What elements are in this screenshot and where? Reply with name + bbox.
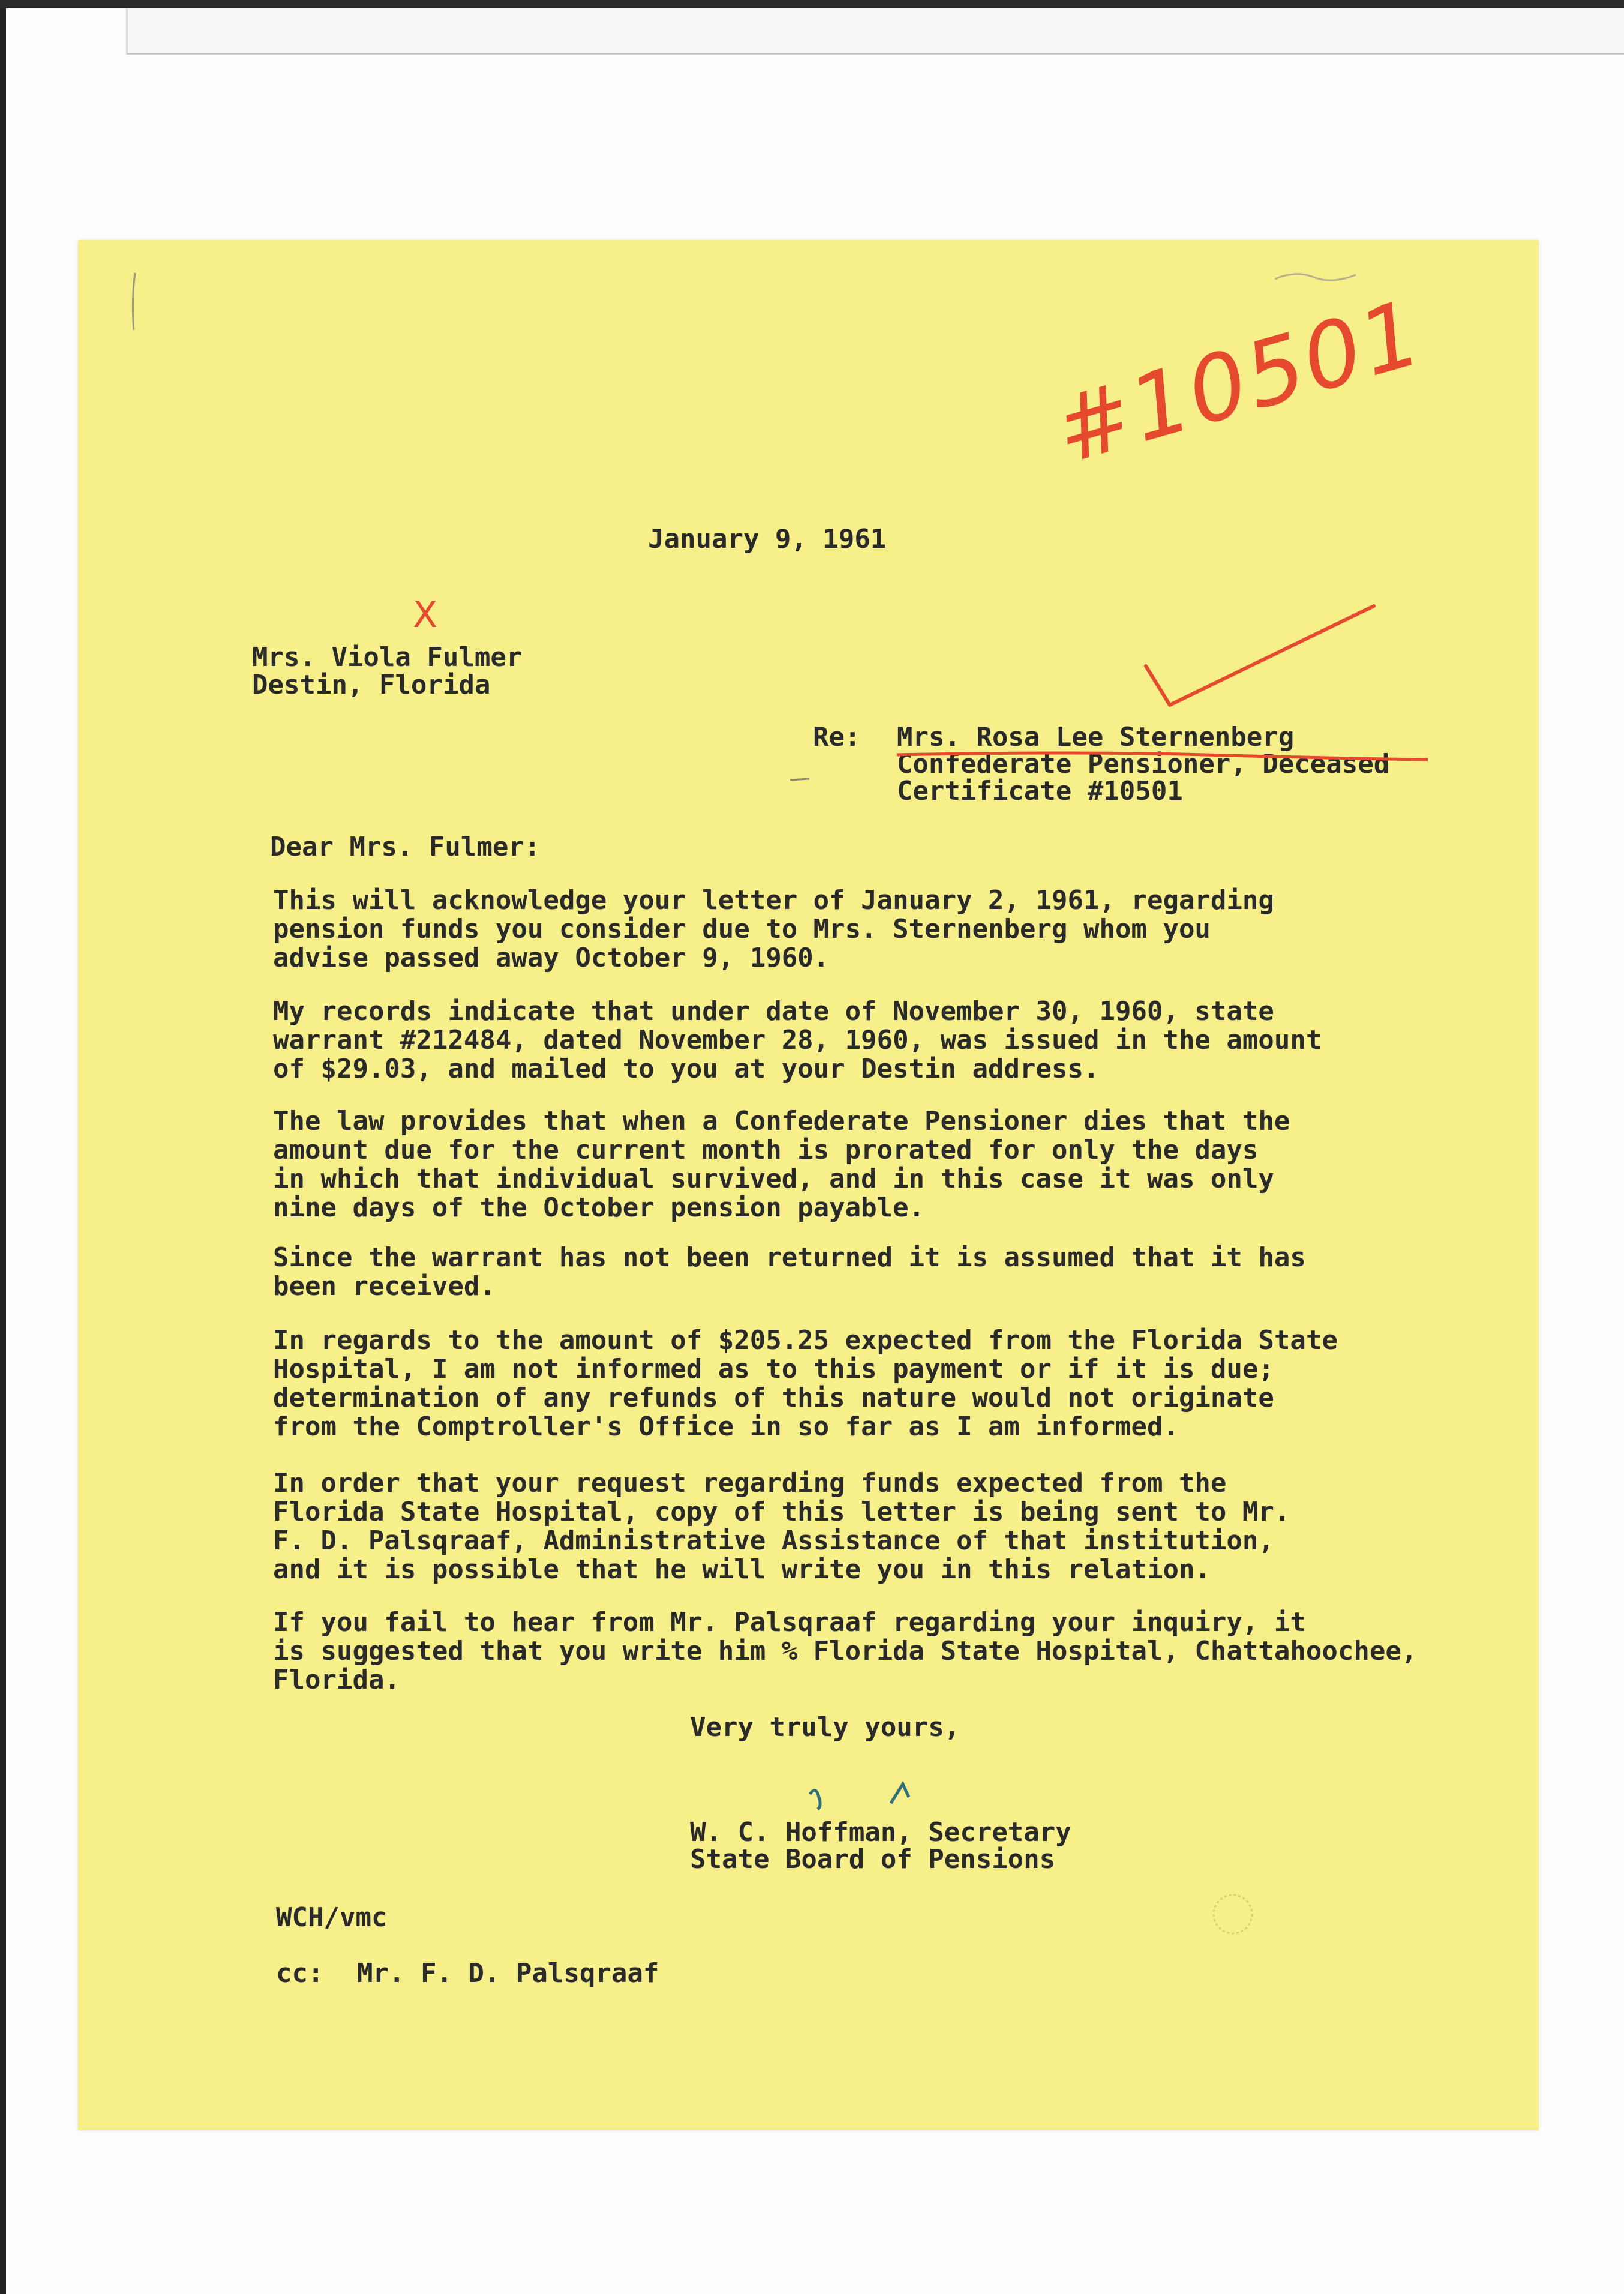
signature-ink-marks <box>801 1779 933 1821</box>
typist-initials: WCH/vmc <box>276 1902 388 1933</box>
body-paragraph-3 <box>273 1107 1290 1222</box>
body-line: nine days of the October pension payable. <box>273 1192 925 1223</box>
recipient-name: Mrs. Viola Fulmer <box>252 642 523 673</box>
body-line: Florida State Hospital, copy of this letter is being sent to Mr. <box>273 1497 1290 1527</box>
letter-date: January 9, 1961 <box>648 524 887 554</box>
body-line: Hospital, I am not informed as to this payment or if it is due; <box>273 1354 1274 1384</box>
re-certificate: Certificate #10501 <box>897 776 1183 806</box>
signer-title: State Board of Pensions <box>690 1844 1056 1875</box>
cc-recipient: Mr. F. D. Palsqraaf <box>357 1958 659 1989</box>
scan-top-edge <box>0 0 1624 8</box>
body-paragraph-7 <box>273 1608 1417 1695</box>
body-paragraph-4 <box>273 1243 1306 1301</box>
recipient-city: Destin, Florida <box>252 670 491 700</box>
body-line: and it is possible that he will write you in this relation. <box>273 1554 1211 1585</box>
pencil-mark <box>123 270 147 336</box>
body-line: The law provides that when a Confederate Pensioner dies that the <box>273 1106 1290 1136</box>
handwritten-x-mark: X <box>413 594 438 636</box>
complimentary-close: Very truly yours, <box>690 1712 960 1743</box>
body-line: advise passed away October 9, 1960. <box>273 943 830 973</box>
salutation: Dear Mrs. Fulmer: <box>270 832 541 862</box>
re-deceased-name: Mrs. Rosa Lee Sternenberg <box>897 722 1295 752</box>
handwritten-certificate-number: #10501 <box>1044 280 1434 485</box>
re-pensioner-status: Confederate Pensioner, Deceased <box>897 749 1390 779</box>
paper-smudge <box>1206 1890 1260 1938</box>
body-line: from the Comptroller's Office in so far as I am informed. <box>273 1411 1179 1442</box>
body-line: In regards to the amount of $205.25 expected from the Florida State <box>273 1325 1338 1356</box>
body-line: If you fail to hear from Mr. Palsqraaf regarding your inquiry, it <box>273 1607 1306 1638</box>
pencil-dash <box>789 774 813 786</box>
body-line: of $29.03, and mailed to you at your Destin address. <box>273 1054 1100 1084</box>
body-line: been received. <box>273 1271 496 1302</box>
cc-label: cc: <box>276 1958 324 1989</box>
body-line: F. D. Palsqraaf, Administrative Assistance of that institution, <box>273 1525 1274 1556</box>
body-paragraph-5 <box>273 1326 1338 1441</box>
red-strike-line <box>894 743 1434 767</box>
body-line: This will acknowledge your letter of January 2, 1961, regarding <box>273 885 1274 916</box>
underlying-sheet-edge <box>126 8 1624 55</box>
body-paragraph-1 <box>273 886 1274 973</box>
body-line: in which that individual survived, and in this case it was only <box>273 1164 1274 1194</box>
body-line: pension funds you consider due to Mrs. Sternenberg whom you <box>273 914 1211 944</box>
body-line: My records indicate that under date of November 30, 1960, state <box>273 996 1274 1027</box>
body-line: amount due for the current month is prorated for only the days <box>273 1135 1259 1165</box>
body-line: determination of any refunds of this nature would not originate <box>273 1383 1274 1413</box>
body-line: warrant #212484, dated November 28, 1960, was issued in the amount <box>273 1025 1322 1055</box>
body-line: is suggested that you write him % Florida State Hospital, Chattahoochee, <box>273 1636 1418 1666</box>
body-paragraph-6 <box>273 1469 1290 1584</box>
body-paragraph-2 <box>273 997 1322 1084</box>
body-line: Florida. <box>273 1665 400 1695</box>
body-line: Since the warrant has not been returned it is assumed that it has <box>273 1242 1306 1273</box>
pencil-scribble <box>1272 264 1380 288</box>
scan-left-edge <box>0 0 6 2294</box>
body-line: In order that your request regarding funds expected from the <box>273 1468 1227 1498</box>
signer-name: W. C. Hoffman, Secretary <box>690 1817 1071 1848</box>
check-mark-icon <box>1128 594 1380 714</box>
re-label: Re: <box>813 722 861 752</box>
